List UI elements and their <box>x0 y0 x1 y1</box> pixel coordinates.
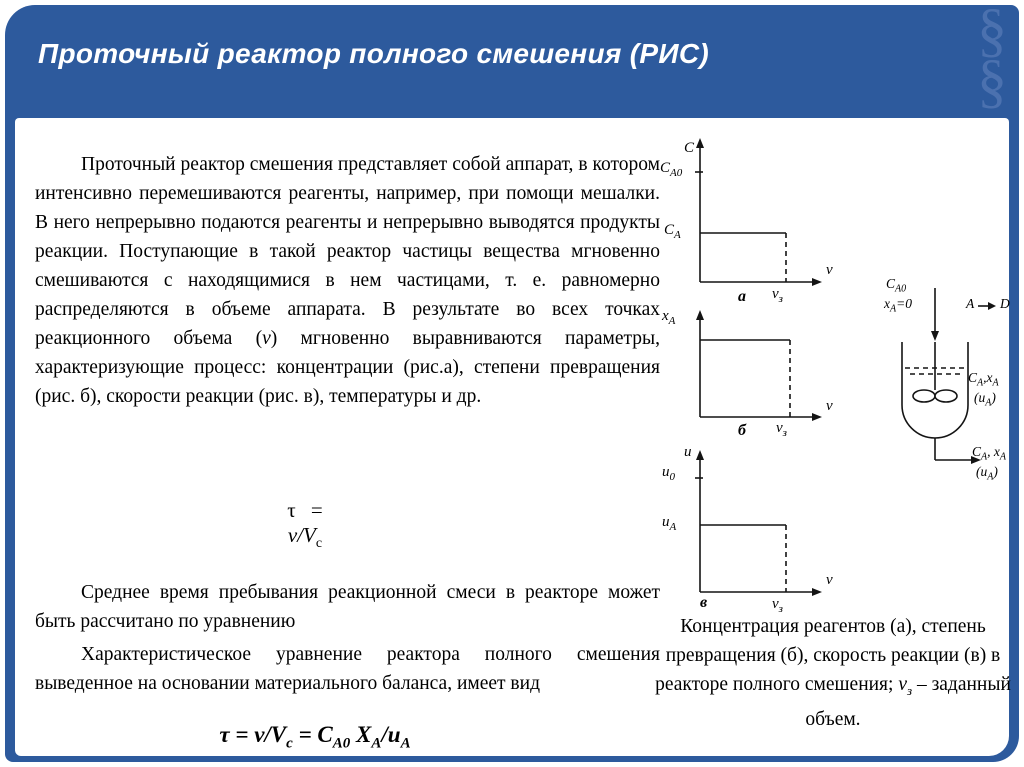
label-main: x <box>662 308 669 324</box>
label-main: C <box>968 370 978 385</box>
reactor-vessel <box>902 342 968 438</box>
vessel-state-label <box>968 370 999 389</box>
graph-c-ylabel: u <box>684 444 692 460</box>
inlet-arrow <box>931 288 939 341</box>
label-sub: 0 <box>669 471 675 483</box>
label-sub: A <box>977 377 984 389</box>
label-main: x <box>884 296 890 311</box>
graph-a-axes <box>695 138 822 286</box>
label-sub: A <box>992 377 999 389</box>
eq-part: τ <box>219 722 230 747</box>
body-paragraph-2: Среднее время пребывания реакционной смеси в реакторе может быть рассчитано по уравнению <box>35 581 660 632</box>
step-graphs-svg <box>650 128 850 613</box>
label-sub: A0 <box>895 283 907 295</box>
graph-b-vz-label <box>776 420 787 439</box>
graph-b-tag: б <box>738 422 746 439</box>
label-sub: з <box>778 603 783 615</box>
label-sub: A0 <box>670 167 683 179</box>
label-main: C <box>664 222 675 238</box>
label-sub: A <box>999 451 1006 463</box>
label-rest: ) <box>991 390 996 405</box>
label-main: ,x <box>983 370 993 385</box>
eq-part: X <box>350 722 372 747</box>
label-rest: =0 <box>896 296 912 311</box>
label-main: , x <box>987 444 1000 459</box>
label-main: C <box>886 276 896 291</box>
label-main: (u <box>974 390 986 405</box>
eq-sub: A <box>400 735 411 752</box>
eq-part: /u <box>381 722 401 747</box>
paragraph-text: Проточный реактор смешения представляет собой аппарат, в котором интенсивно перемешиваются реагенты, например, при помощи мешалки. В него непрерывно подаются реагенты и непрерывно выводятся продукты реакции. Поступающие в такой реактор частицы вещества мгновенно смешиваются с находящимися в нем частицами, т. е. равномерно распределяются в объеме аппарата. В результате во всех точках реакционного объема ( <box>35 153 660 349</box>
body-paragraph-1 <box>35 150 660 411</box>
graph-a-line-label <box>664 222 681 241</box>
label-sub: A <box>674 229 681 241</box>
graph-c-tick-label <box>662 464 675 483</box>
reactor-inlet-conc-label <box>886 276 906 295</box>
label-rest: ) <box>993 464 998 479</box>
label-sub: з <box>782 427 787 439</box>
formula-fraction-line <box>35 523 575 552</box>
eq-part: = C <box>292 722 333 747</box>
label-sub: A <box>890 303 897 315</box>
eq-sub: c <box>286 735 293 752</box>
page-title: Проточный реактор полного смешения (РИС) <box>38 38 709 69</box>
eq-sub: A0 <box>332 735 351 752</box>
mean-residence-time-formula <box>35 498 575 552</box>
graph-a-xlabel: v <box>826 262 833 278</box>
graph-a-vz-label <box>772 286 783 305</box>
eq-part: v/V <box>254 722 287 747</box>
label-sub: A <box>669 521 677 533</box>
figure-caption <box>652 612 1014 734</box>
label-main: v <box>772 286 779 302</box>
a-to-d-arrow <box>978 302 996 310</box>
caption-variable: v <box>898 674 907 695</box>
label-main: v <box>772 596 779 612</box>
label-main: C <box>660 160 671 176</box>
label-main: v <box>776 420 783 436</box>
graph-b-axes <box>696 310 822 421</box>
graph-b-xlabel: v <box>826 398 833 414</box>
label-sub: A <box>981 451 988 463</box>
formula-tau-line: τ = <box>287 498 323 522</box>
body-paragraph-3: Характеристическое уравнение реактора полного смешения выведенное на основании материального баланса, имеет вид <box>35 643 660 694</box>
graph-c-tag: в <box>700 594 708 611</box>
graph-b-ylabel <box>662 308 675 327</box>
product-d-label: D <box>1000 296 1010 311</box>
formula-subscript: с <box>315 536 323 552</box>
label-main: u <box>662 514 670 530</box>
caption-text: – заданный объем. <box>805 674 1011 730</box>
eq-sub: A <box>371 735 382 752</box>
label-main: C <box>972 444 982 459</box>
label-main: u <box>662 464 670 480</box>
label-sub: A <box>985 397 992 409</box>
caption-text: Концентрация реагентов (а), степень превращения (б), скорость реакции (в) в реакторе полного смешения; <box>655 616 1001 695</box>
graph-a-ylabel: C <box>684 140 695 156</box>
vessel-rate-label <box>974 390 996 409</box>
decorative-glyph: § <box>977 0 1007 63</box>
label-main: (u <box>976 464 988 479</box>
decorative-glyphs <box>977 0 1007 114</box>
eq-part: = <box>229 722 255 747</box>
label-sub: з <box>778 293 783 305</box>
graph-c-xlabel: v <box>826 572 833 588</box>
outlet-state-label <box>972 444 1006 463</box>
caption-subscript: з <box>906 682 913 698</box>
impeller-icon <box>913 390 957 402</box>
label-sub: A <box>987 471 994 483</box>
reactant-a-label: A <box>966 296 975 311</box>
graph-a-tick-label <box>660 160 682 179</box>
paragraph-text: ) мгновенно выравниваются параметры, характеризующие процесс: концентрации (рис.а), степени превращения (рис. б), скорости реакции (рис. в), температуры и др. <box>35 327 660 407</box>
characteristic-equation <box>35 722 595 753</box>
graph-c-axes <box>695 450 822 596</box>
decorative-glyph: § <box>977 48 1007 114</box>
label-sub: A <box>668 315 676 327</box>
reactor-inlet-conversion-label <box>884 296 912 315</box>
outlet-rate-label <box>976 464 998 483</box>
formula-numerator: v/V <box>287 523 316 547</box>
graph-c-line-label <box>662 514 676 533</box>
variable-v: v <box>262 327 271 349</box>
graph-a-tag: а <box>738 288 746 305</box>
